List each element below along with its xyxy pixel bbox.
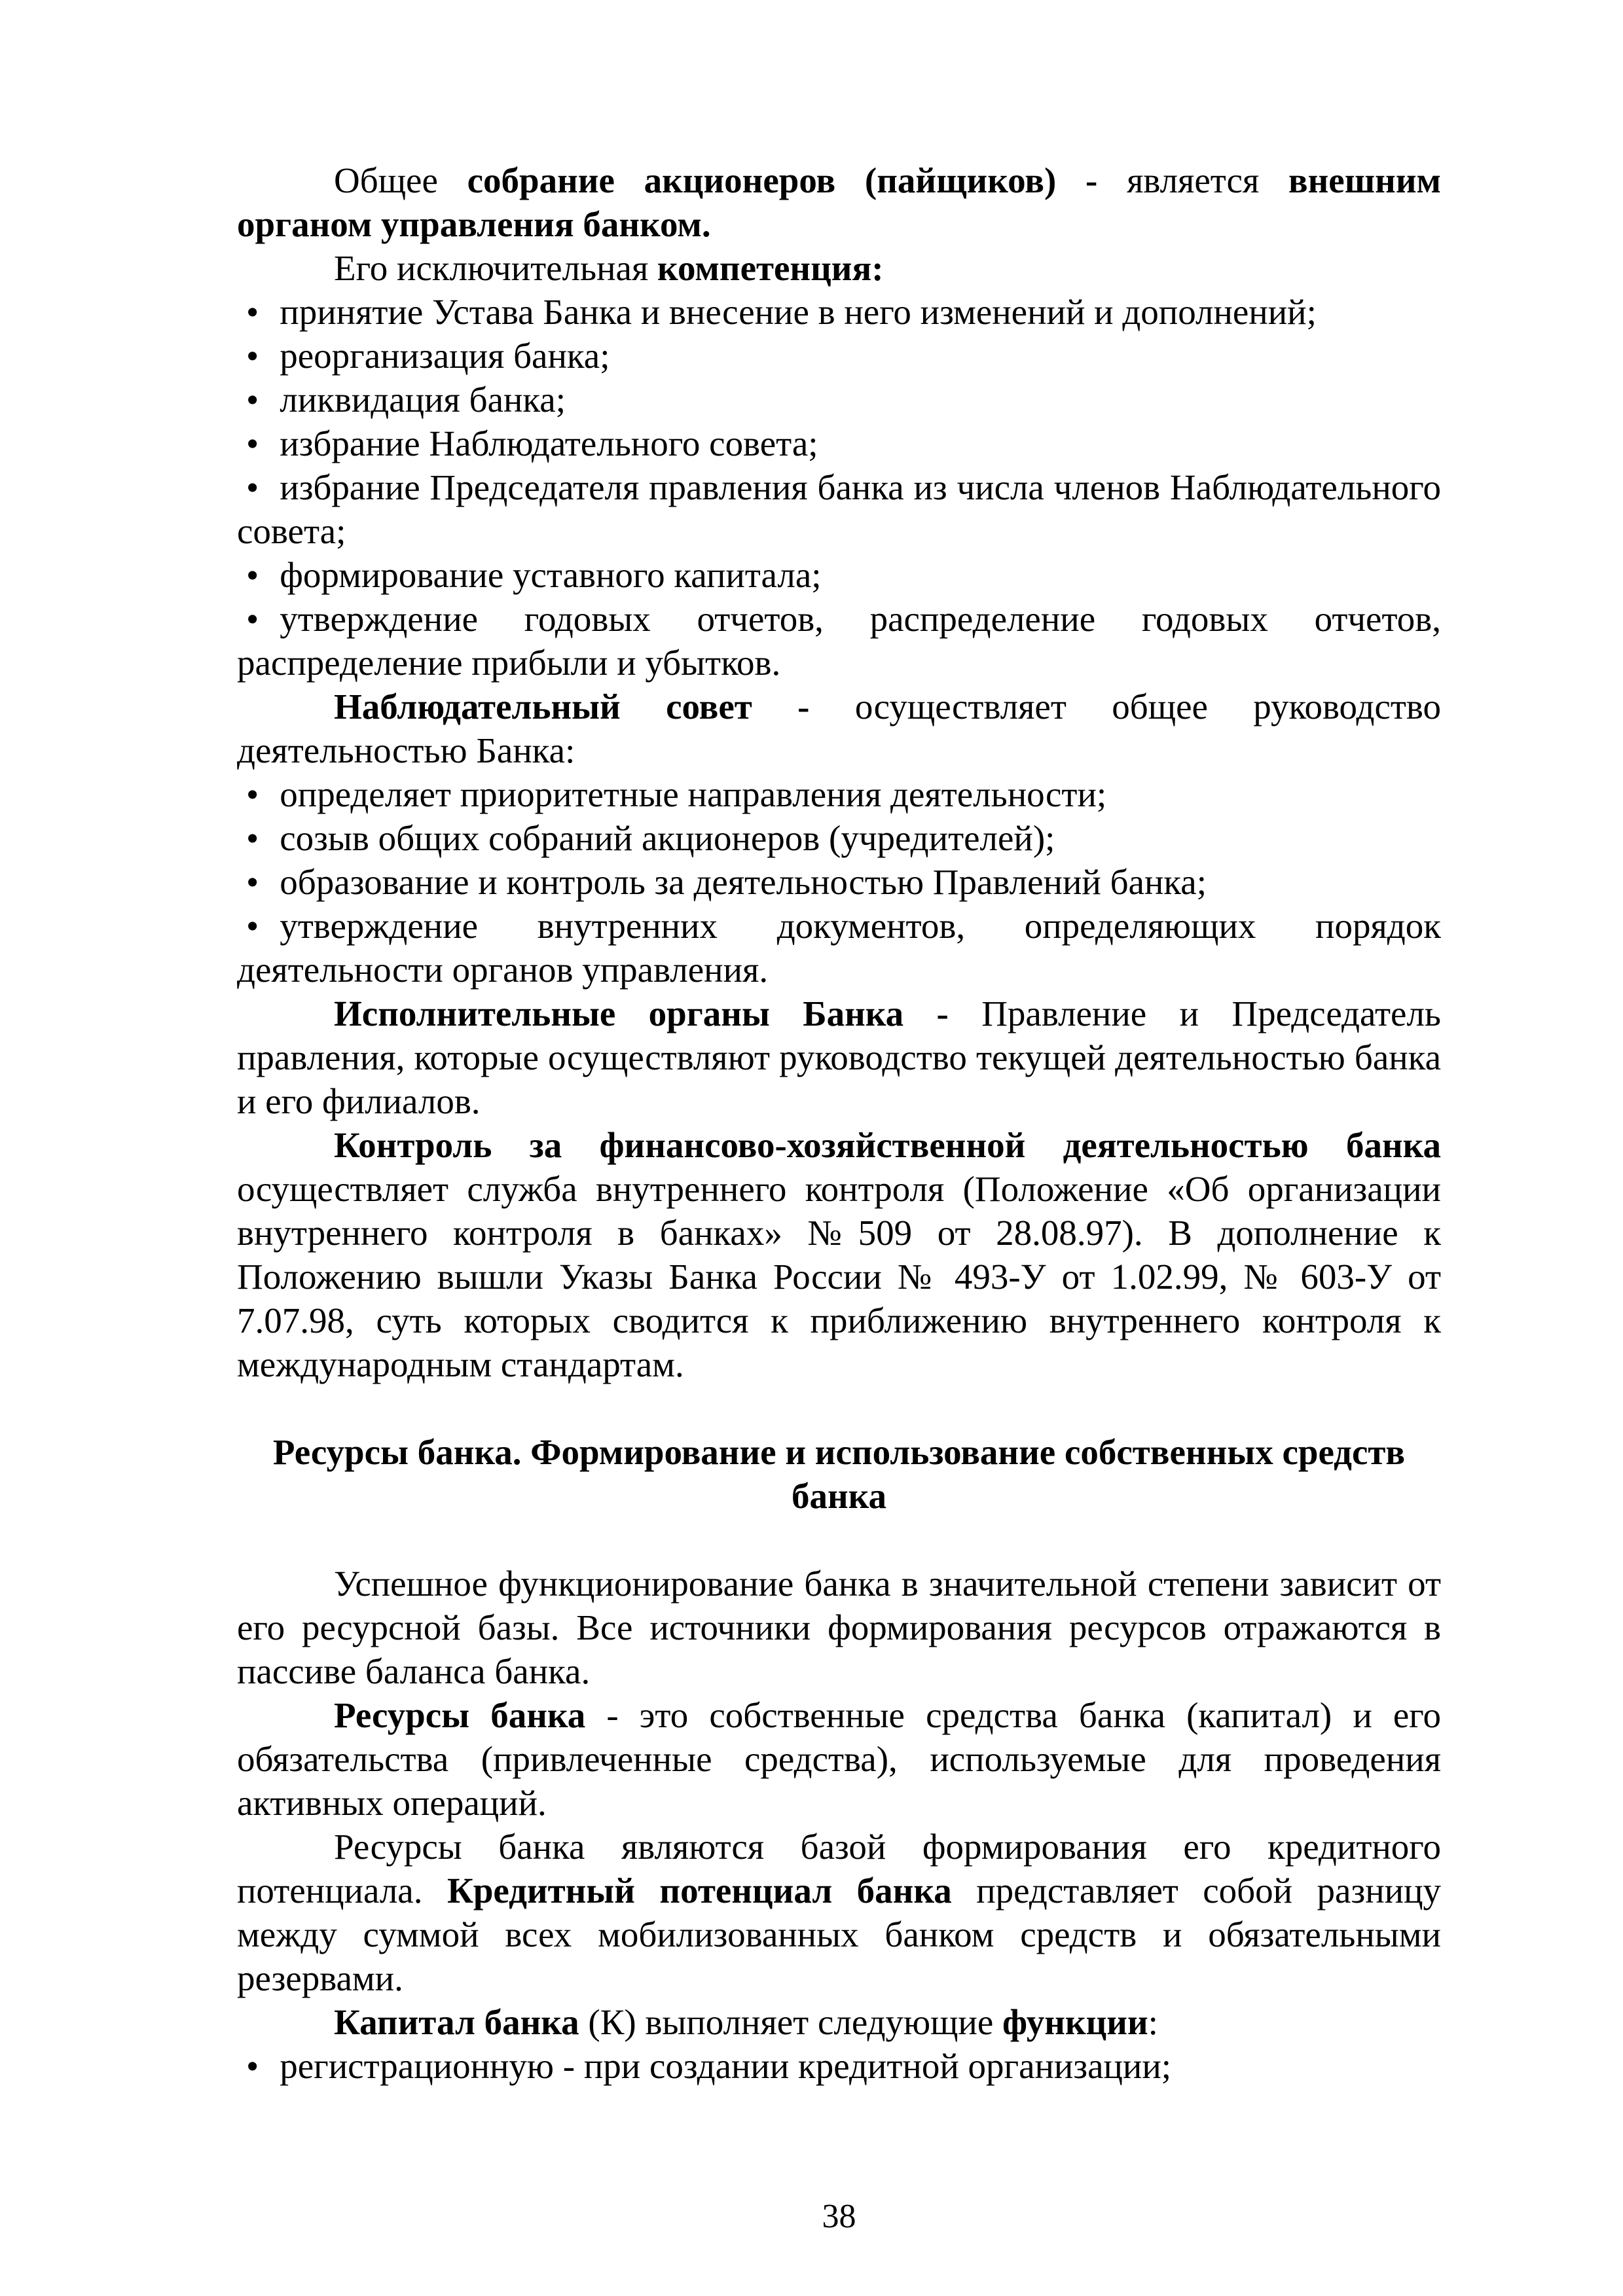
- text-run: Кредитный потенциал банка: [447, 1871, 977, 1910]
- text-run: :: [1148, 2002, 1158, 2042]
- text-run: Контроль за финансово-хозяйственной деятельностью банка: [334, 1125, 1441, 1165]
- paragraph: [237, 1123, 1441, 1386]
- text-run: регистрационную - при создании кредитной организации;: [280, 2046, 1172, 2086]
- bullet-icon: •: [246, 423, 259, 463]
- text-run: Правление и Председатель правления, которые осуществляют руководство текущей деятельностью банка и его филиалов.: [237, 994, 1441, 1121]
- text-run: Ресурсы банка. Формирование и использование собственных средств банка: [272, 1432, 1406, 1516]
- text-run: образование и контроль за деятельностью Правлений банка;: [280, 862, 1207, 902]
- text-run: Ресурсы банка: [334, 1695, 586, 1735]
- bullet-icon: •: [246, 862, 259, 902]
- bullet-icon: •: [246, 774, 259, 814]
- bullet-item: [237, 378, 1441, 422]
- text-run: представляет собой разницу между суммой всех мобилизованных банком средств и обязательными резервами.: [237, 1871, 1441, 1998]
- bullet-icon: •: [246, 2046, 259, 2086]
- text-run: утверждение годовых отчетов, распределение годовых отчетов, распределение прибыли и убытков.: [237, 599, 1441, 683]
- paragraph: [237, 992, 1441, 1123]
- text-run: принятие Устава Банка и внесение в него изменений и дополнений;: [280, 292, 1317, 332]
- text-run: осуществляет общее руководство деятельностью Банка:: [237, 687, 1441, 770]
- bullet-item: [237, 422, 1441, 465]
- bullet-item: [237, 816, 1441, 860]
- bullet-icon: •: [246, 599, 259, 639]
- text-run: Успешное функционирование банка в значительной степени зависит от его ресурсной базы. Все источники формирования ресурсов отражаются в пассиве баланса банка.: [237, 1564, 1441, 1691]
- text-run: компетенция:: [657, 248, 884, 288]
- paragraph: [237, 685, 1441, 772]
- bullet-icon: •: [246, 906, 259, 946]
- text-run: созыв общих собраний акционеров (учредителей);: [280, 818, 1055, 858]
- text-run: функции: [1002, 2002, 1148, 2042]
- text-run: Наблюдательный совет -: [334, 687, 855, 726]
- page-number: 38: [822, 2198, 856, 2235]
- paragraph: [237, 158, 1441, 246]
- text-run: Его исключительная: [334, 248, 658, 288]
- bullet-icon: •: [246, 467, 259, 507]
- text-run: Исполнительные органы Банка -: [334, 994, 982, 1033]
- bullet-item: [237, 597, 1441, 685]
- text-run: реорганизация банка;: [280, 336, 610, 376]
- text-run: осуществляет служба внутреннего контроля (Положение «Об организации внутреннего контроля в банках» №509 от 28.08.97). В дополнение к Положению вышли Указы Банка России № 493-У от 1.02.99, № 603-У от 7.07.98, суть которых сводится к приближению внутреннего контроля к международным стандартам.: [237, 1169, 1441, 1384]
- document-body: [237, 158, 1441, 2088]
- text-run: избрание Председателя правления банка из числа членов Наблюдательного совета;: [237, 467, 1441, 551]
- bullet-item: [237, 2044, 1441, 2088]
- bullet-item: [237, 904, 1441, 992]
- text-run: Общее: [334, 160, 467, 200]
- bullet-item: [237, 860, 1441, 904]
- text-run: - это собственные средства банка (капитал) и его обязательства (привлеченные средства), используемые для проведения активных операций.: [237, 1695, 1441, 1823]
- text-run: определяет приоритетные направления деятельности;: [280, 774, 1107, 814]
- text-run: утверждение внутренних документов, определяющих порядок деятельности органов управления.: [237, 906, 1441, 990]
- text-run: избрание Наблюдательного совета;: [280, 423, 818, 463]
- paragraph: [237, 1825, 1441, 2000]
- section-heading: [237, 1430, 1441, 1518]
- bullet-item: [237, 465, 1441, 553]
- text-run: внешним органом управления банком.: [237, 160, 1441, 244]
- bullet-icon: •: [246, 336, 259, 376]
- text-run: Капитал банка: [334, 2002, 589, 2042]
- paragraph: [237, 1562, 1441, 1693]
- text-run: является: [1127, 160, 1288, 200]
- bullet-item: [237, 553, 1441, 597]
- paragraph: [237, 2000, 1441, 2044]
- text-run: Ресурсы банка являются базой формирования его кредитного потенциала.: [237, 1827, 1441, 1910]
- bullet-icon: •: [246, 555, 259, 595]
- bullet-item: [237, 290, 1441, 334]
- paragraph: [237, 246, 1441, 290]
- text-run: формирование уставного капитала;: [280, 555, 822, 595]
- paragraph: [237, 1693, 1441, 1825]
- text-run: ликвидация банка;: [280, 380, 566, 420]
- bullet-icon: •: [246, 292, 259, 332]
- bullet-icon: •: [246, 380, 259, 420]
- bullet-icon: •: [246, 818, 259, 858]
- bullet-item: [237, 334, 1441, 378]
- bullet-item: [237, 772, 1441, 816]
- text-run: (К) выполняет следующие: [588, 2002, 1003, 2042]
- text-run: собрание акционеров (пайщиков) -: [467, 160, 1127, 200]
